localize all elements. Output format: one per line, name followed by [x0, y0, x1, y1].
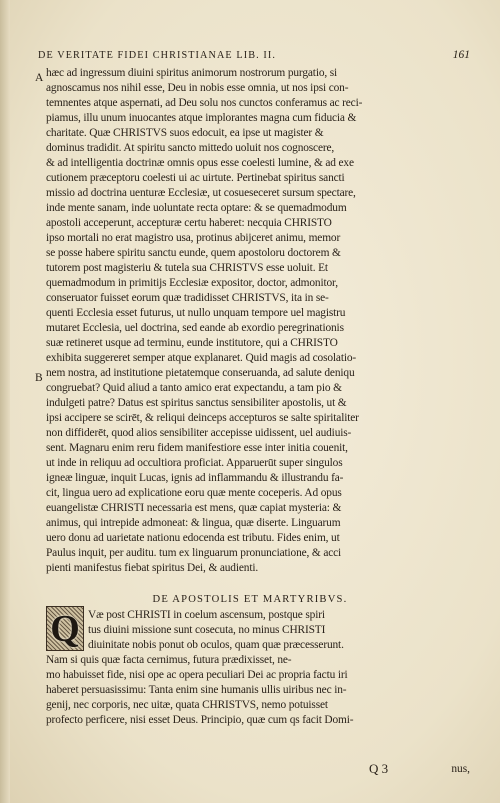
text-line: Paulus inquit, per auditu. tum ex linguarum pronunciatione, & acci — [46, 547, 342, 559]
text-line: & ad intelligentia doctrinæ omnis opus esse coelesti lumine, & ad exe — [46, 157, 354, 169]
text-line: ipsi accipere se scirēt, & reliqui deinceps accepturos se salte spiritaliter — [46, 412, 359, 424]
text-line: haberet persuasissimu: Tanta enim sine humanis ullis uiribus nec in- — [46, 684, 347, 696]
text-line: exhibita suggereret semper atque explanaret. Quid magis ad cosolatio- — [46, 352, 357, 364]
text-line: inde mente sanam, inde uoluntate recta optare: & se quemadmodum — [46, 202, 347, 214]
text-line: apostoli acceperunt, accepturæ certu haberet: necquia CHRISTO — [46, 217, 332, 229]
text-line: mo habuisset fide, nisi ope ac opera peculiari Dei ac propria factu iri — [46, 669, 348, 681]
text-line: uero donu ad uarietate nationu edocenda est tributu. Fides enim, ut — [46, 532, 340, 544]
section-heading: DE APOSTOLIS ET MARTYRIBVS. — [152, 594, 348, 605]
signature-mark: Q 3 — [369, 761, 389, 776]
text-line: ut inde in reliquu ad occultiora proficiat. Apparuerūt super singulos — [46, 457, 343, 469]
text-line: piamus, illu unum inuocantes atque implorantes magna cum fiducia & — [46, 112, 357, 124]
text-line: genij, nec corporis, nec uitæ, quata CHRISTVS, nemo potuisset — [46, 699, 328, 711]
text-line: animus, qui intrepide admoneat: & lingua, quæ diserte. Linguarum — [46, 517, 341, 529]
text-line: tutorem post magisteriu & tutela sua CHRISTVS esse uoluit. Et — [46, 262, 328, 274]
text-line: temnentes atque aspernati, ad Deu solu nos cunctos conferamus ac reci- — [46, 97, 363, 109]
text-line: agnoscamus nos nihil esse, Deu in nobis esse omnia, ut nos ipsi con- — [46, 82, 349, 94]
text-line: congruebat? Quid aliud a tanto amico erat expectandu, a tam pio & — [46, 382, 342, 394]
drop-cap-ornament — [46, 606, 84, 651]
text-line: nem nostra, ad institutione pietatemque conseruanda, ad salute deniqu — [46, 367, 355, 379]
text-line: quenti Ecclesia esset futurus, ut nullo unquam tempore uel magistru — [46, 307, 346, 319]
margin-mark-b: B — [35, 372, 43, 384]
page-header — [38, 50, 470, 64]
margin-mark-a: A — [35, 72, 44, 84]
text-line: se posse habere spiritu sanctu eunde, quem apostoloru doctorem & — [46, 247, 341, 259]
text-line: charitate. Quæ CHRISTVS suos edocuit, ea ipse ut magister & — [46, 127, 324, 139]
text-line: conseruator fuisset eorum quæ tradidisset CHRISTVS, ita in se- — [46, 292, 329, 304]
text-line: quemadmodum in primitijs Ecclesiæ expositor, doctor, admonitor, — [46, 277, 338, 289]
text-line: missio ad doctrina uenturæ Ecclesiæ, ut cosueseceret sursum spectare, — [46, 187, 356, 199]
folio-number: 161 — [452, 49, 470, 61]
text-line: sent. Magnaru enim reru fidem manifestiore esse inter initia couenit, — [46, 442, 348, 454]
text-line: suæ retineret usque ad terminu, eunde institutore, qui a CHRISTO — [46, 337, 338, 349]
text-line: ipso mortali no erat magistro usa, protinus abijceret animu, memor — [46, 232, 341, 244]
running-head: DE VERITATE FIDEI CHRISTIANAE LIB. II. — [38, 50, 277, 61]
catchword: nus, — [451, 763, 470, 775]
text-line: profecto perficere, nisi esset Deus. Principio, quæ cum qs facit Domi- — [46, 714, 354, 726]
drop-cap-letter: Q — [50, 608, 80, 650]
text-line: Væ post CHRISTI in coelum ascensum, postque spiri — [88, 609, 325, 621]
text-line: Nam si quis quæ facta cernimus, futura prædixisset, ne- — [46, 654, 292, 666]
text-line: diuinitate nobis ponut ob oculos, quam quæ præcesserunt. — [88, 639, 344, 651]
text-line: euangelistæ CHRISTI necessaria est mens, quæ capiat mysteria: & — [46, 502, 342, 514]
page-gutter — [0, 0, 10, 803]
text-line: cutionem præceptoru coelesti ui ac uirtute. Pertinebat spiritus sancti — [46, 172, 345, 184]
text-line: cit, lingua uero ad explicatione eoru quæ mente coceperis. Ad opus — [46, 487, 342, 499]
text-line: igneæ linguæ, inquit Lucas, ignis ad inflammandu & illustrandu fa- — [46, 472, 344, 484]
text-line: mutaret Ecclesia, uel doctrina, sed eande ab exordio peregrinationis — [46, 322, 344, 334]
text-line: dominus tradidit. At spiritu sancto mittedo uoluit nos cognoscere, — [46, 142, 335, 154]
text-line: hæc ad ingressum diuini spiritus animorum nostrorum purgatio, si — [46, 67, 338, 79]
text-line: indulgeti patre? Datus est spiritus sanctus sensibiliter apostolis, ut & — [46, 397, 347, 409]
text-line: pienti manifestus fiebat spiritus Dei, & audienti. — [46, 562, 259, 574]
text-line: non diffiderēt, quod alios sensibiliter accepisse uidissent, uel audiuis- — [46, 427, 352, 439]
text-line: tus diuini missione sunt cosecuta, no minus CHRISTI — [88, 624, 326, 636]
